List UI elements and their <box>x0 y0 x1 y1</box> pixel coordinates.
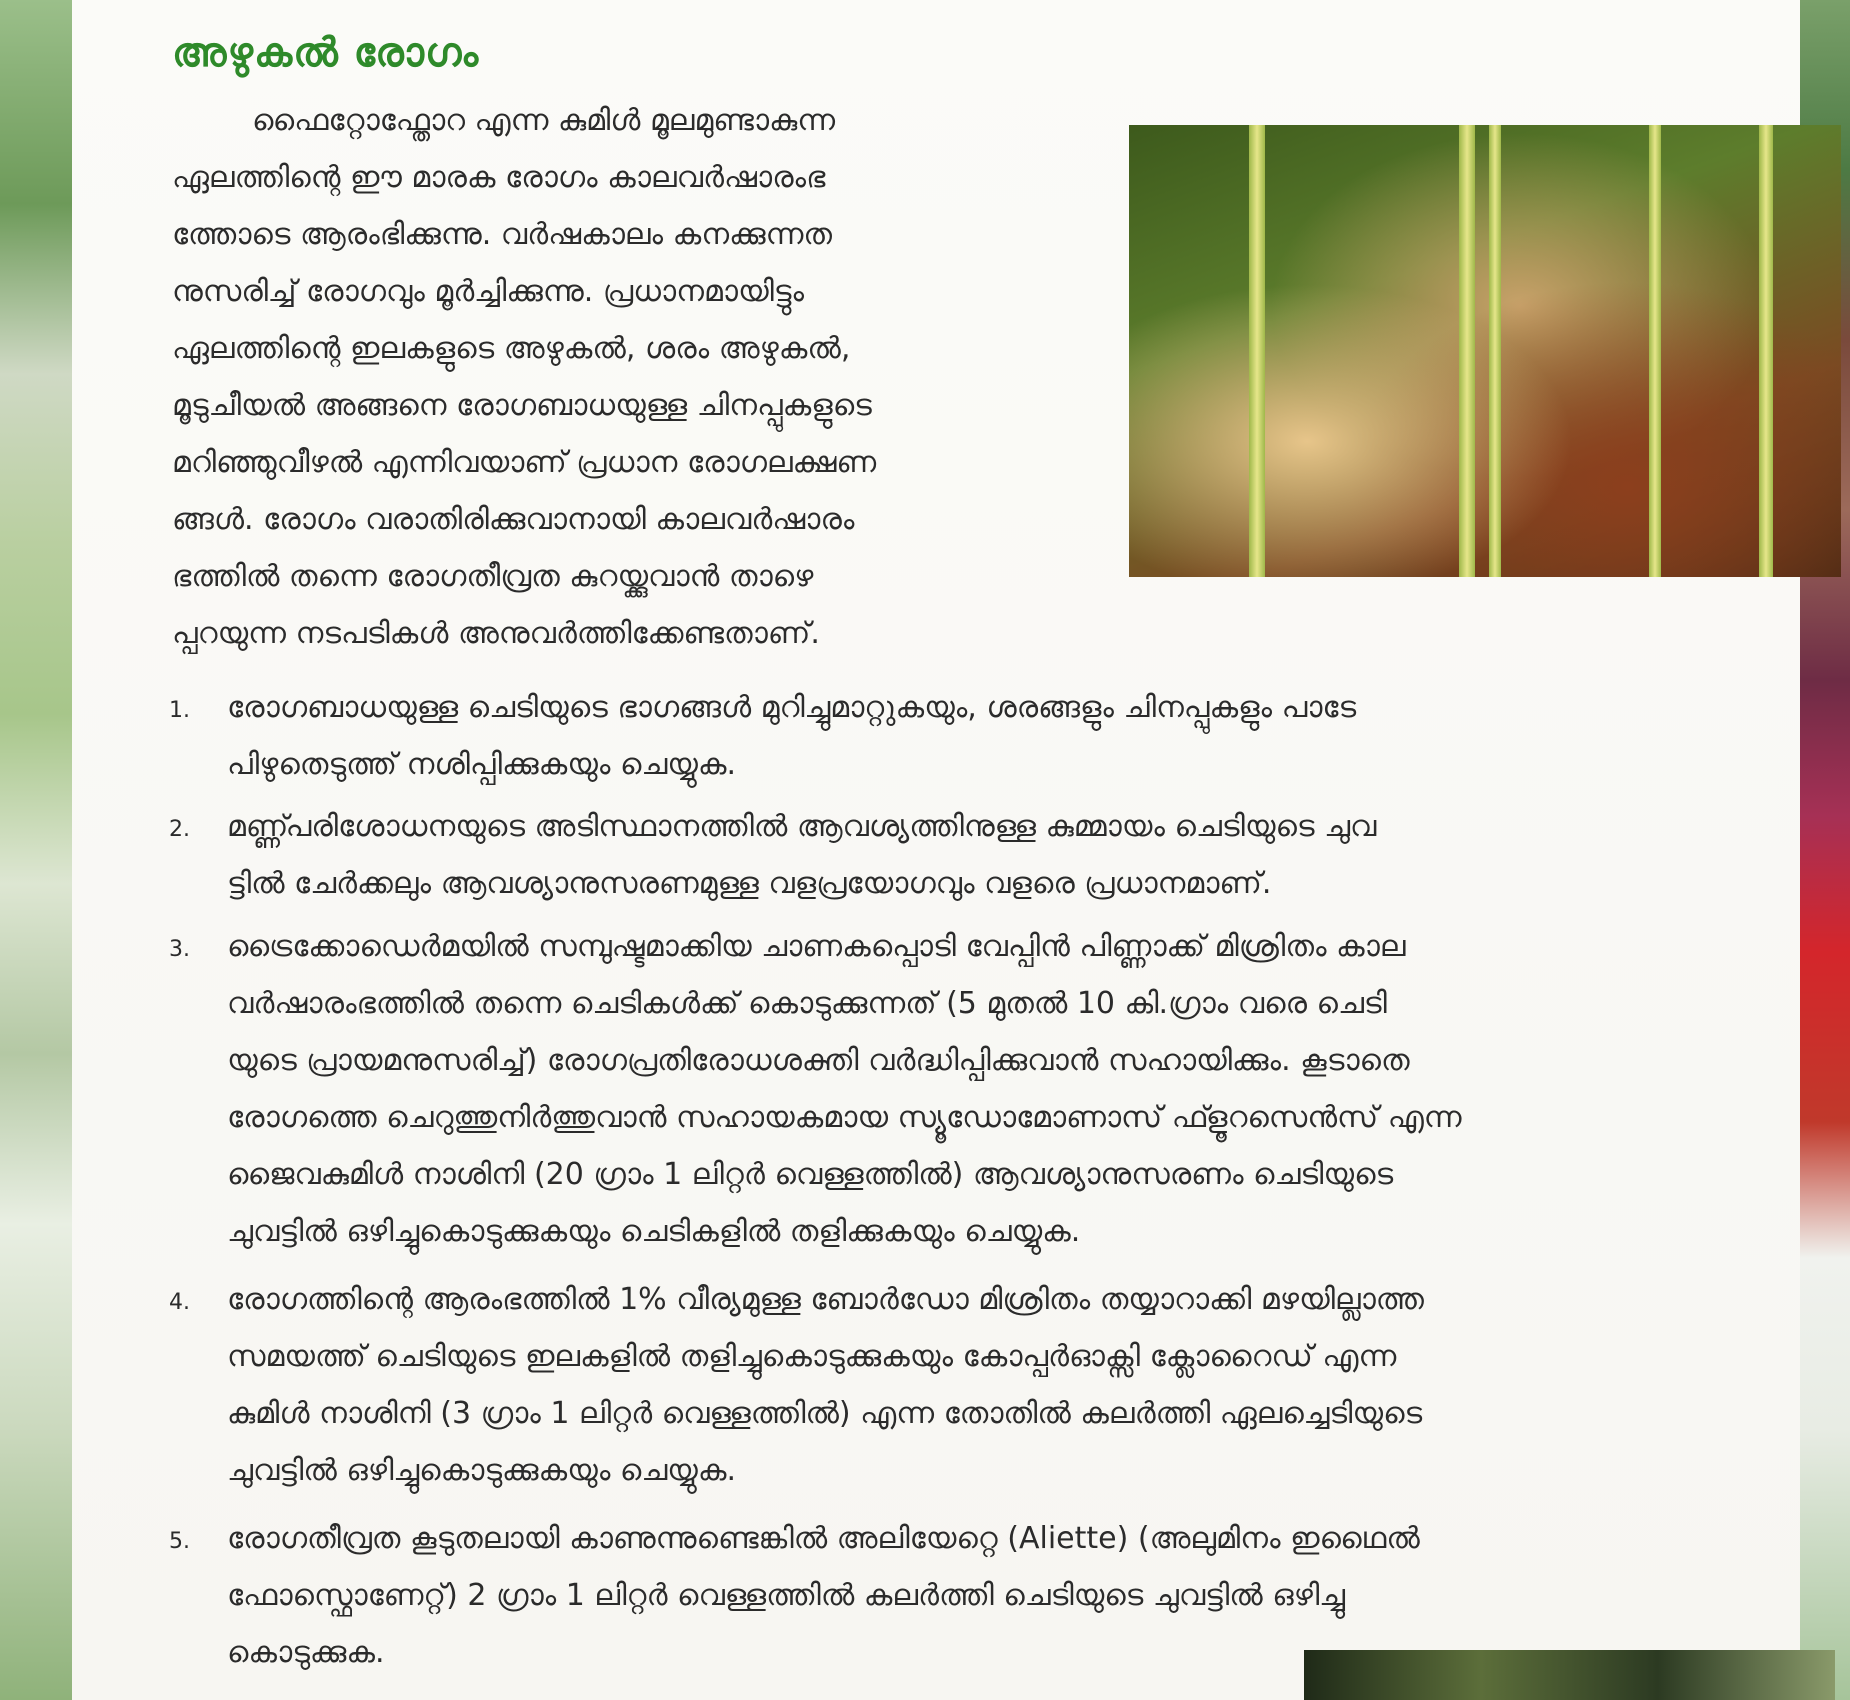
intro-line: ഏലത്തിന്റെ ഇലകളുടെ അഴുകൽ, ശരം അഴുകൽ, <box>172 331 851 366</box>
section-heading: അഴുകൽ രോഗം <box>172 30 480 76</box>
item-line: ഫോസ്ഫൊണേറ്റ്) 2 ഗ്രാം 1 ലിറ്റർ വെള്ളത്തിൽ കലർത്തി ചെടിയുടെ ചുവട്ടിൽ ഒഴിച്ചു <box>227 1578 1346 1613</box>
item-number: 4. <box>169 1290 190 1315</box>
item-line: കൊടുക്കുക. <box>227 1635 385 1670</box>
bottom-photo-thumbnail <box>1304 1650 1835 1700</box>
item-number: 5. <box>169 1529 190 1554</box>
intro-line: ഫൈറ്റോഫ്തോറ എന്ന കുമിൾ മൂലമുണ്ടാകുന്ന <box>252 103 836 138</box>
page <box>72 0 1800 1700</box>
item-line: വർഷാരംഭത്തിൽ തന്നെ ചെടികൾക്ക് കൊടുക്കുന്നത് (5 മുതൽ 10 കി.ഗ്രാം വരെ ചെടി <box>227 986 1387 1021</box>
item-number: 2. <box>169 817 190 842</box>
item-line: രോഗതീവ്രത കൂടുതലായി കാണുന്നുണ്ടെങ്കിൽ അലിയേറ്റെ (Aliette) (അലുമിനം ഇഥൈൽ <box>227 1521 1420 1556</box>
item-line: യുടെ പ്രായമനുസരിച്ച്) രോഗപ്രതിരോധശക്തി വർദ്ധിപ്പിക്കുവാൻ സഹായിക്കും. കൂടാതെ <box>227 1043 1410 1078</box>
intro-line: പ്പറയുന്ന നടപടികൾ അനുവർത്തിക്കേണ്ടതാണ്. <box>172 616 820 651</box>
item-line: ചുവട്ടിൽ ഒഴിച്ചുകൊടുക്കുകയും ചെടികളിൽ തളിക്കുകയും ചെയ്യുക. <box>227 1214 1081 1249</box>
item-line: ട്ടിൽ ചേർക്കലും ആവശ്യാനുസരണമുള്ള വളപ്രയോഗവും വളരെ പ്രധാനമാണ്. <box>227 866 1272 901</box>
intro-line: ങ്ങൾ. രോഗം വരാതിരിക്കുവാനായി കാലവർഷാരം <box>172 502 855 537</box>
item-line: രോഗത്തെ ചെറുത്തുനിർത്തുവാൻ സഹായകമായ സ്യൂഡോമോണാസ് ഫ്ളൂറസെൻസ് എന്ന <box>227 1100 1462 1135</box>
left-margin-plant-photo <box>0 0 72 1700</box>
item-line: ജൈവകുമിൾ നാശിനി (20 ഗ്രാം 1 ലിറ്റർ വെള്ളത്തിൽ) ആവശ്യാനുസരണം ചെടിയുടെ <box>227 1157 1394 1192</box>
item-line: മണ്ണ്പരിശോധനയുടെ അടിസ്ഥാനത്തിൽ ആവശ്യത്തിനുള്ള കുമ്മായം ചെടിയുടെ ചുവ <box>227 809 1377 844</box>
item-number: 3. <box>169 937 190 962</box>
intro-line: നുസരിച്ച് രോഗവും മൂർച്ചിക്കുന്നു. പ്രധാനമായിട്ടും <box>172 274 805 309</box>
item-line: പിഴുതെടുത്ത് നശിപ്പിക്കുകയും ചെയ്യുക. <box>227 747 737 782</box>
cardamom-plant-photo <box>1129 125 1841 577</box>
intro-line: ഭത്തിൽ തന്നെ രോഗതീവ്രത കുറയ്ക്കുവാൻ താഴെ <box>172 559 814 594</box>
item-number: 1. <box>169 698 190 723</box>
intro-line: ത്തോടെ ആരംഭിക്കുന്നു. വർഷകാലം കനക്കുന്നത <box>172 217 833 252</box>
intro-line: മറിഞ്ഞുവീഴൽ എന്നിവയാണ് പ്രധാന രോഗലക്ഷണ <box>172 445 877 480</box>
item-line: രോഗത്തിന്റെ ആരംഭത്തിൽ 1% വീര്യമുള്ള ബോർഡോ മിശ്രിതം തയ്യാറാക്കി മഴയില്ലാത്ത <box>227 1282 1424 1317</box>
intro-line: മൂടുചീയൽ അങ്ങനെ രോഗബാധയുള്ള ചിനപ്പുകളുടെ <box>172 388 872 423</box>
item-line: കുമിൾ നാശിനി (3 ഗ്രാം 1 ലിറ്റർ വെള്ളത്തിൽ) എന്ന തോതിൽ കലർത്തി ഏലച്ചെടിയുടെ <box>227 1396 1423 1431</box>
item-line: രോഗബാധയുള്ള ചെടിയുടെ ഭാഗങ്ങൾ മുറിച്ചുമാറ്റുകയും, ശരങ്ങളും ചിനപ്പുകളും പാടേ <box>227 690 1357 725</box>
item-line: ചുവട്ടിൽ ഒഴിച്ചുകൊടുക്കുകയും ചെയ്യുക. <box>227 1453 736 1488</box>
item-line: സമയത്ത് ചെടിയുടെ ഇലകളിൽ തളിച്ചുകൊടുക്കുകയും കോപ്പർഓക്സി ക്ലോറൈഡ് എന്ന <box>227 1339 1397 1374</box>
item-line: ട്രൈക്കോഡെർമയിൽ സമ്പുഷ്ടമാക്കിയ ചാണകപ്പൊടി വേപ്പിൻ പിണ്ണാക്ക് മിശ്രിതം കാല <box>227 929 1406 964</box>
intro-line: ഏലത്തിന്റെ ഈ മാരക രോഗം കാലവർഷാരംഭ <box>172 160 826 195</box>
